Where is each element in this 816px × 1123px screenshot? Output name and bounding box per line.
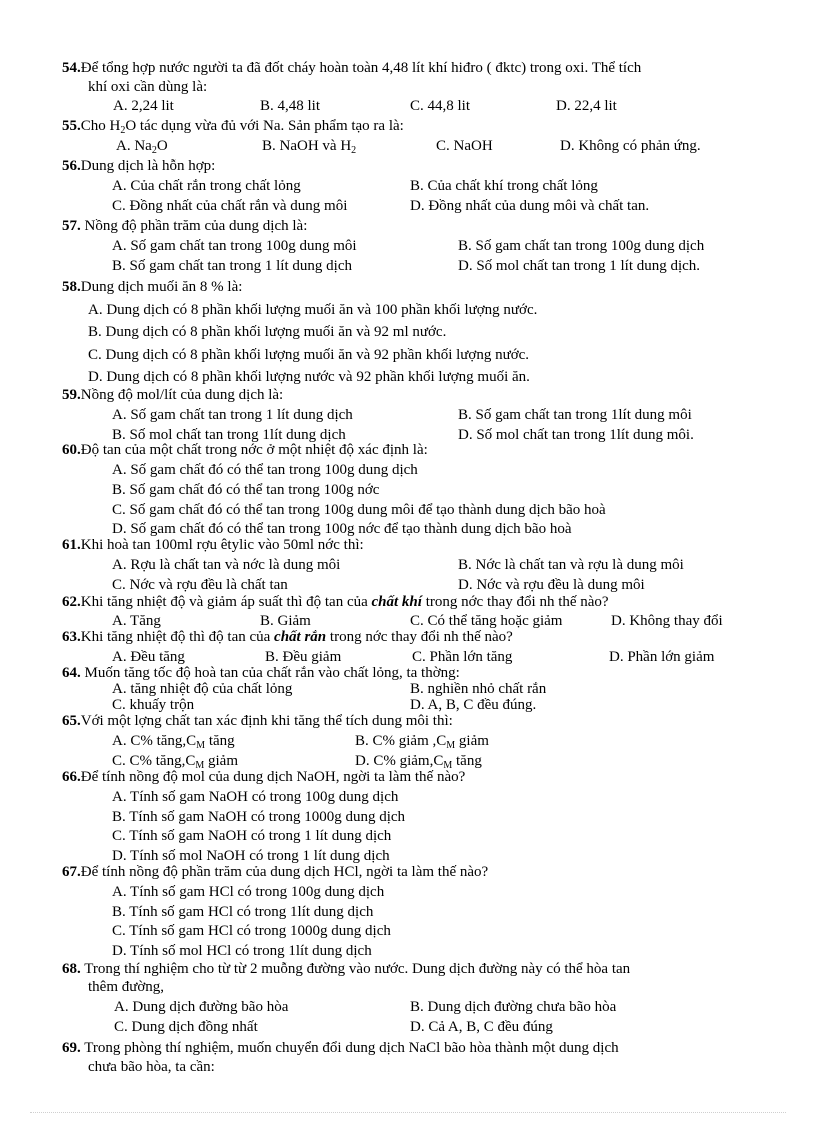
option-55-a: A. $Na_2O$ bbox=[116, 138, 168, 156]
option-62-d: D. Không thay đổi bbox=[611, 613, 723, 629]
option-60-d: D. Số gam chất đó có thể tan trong 100g nớc để tạo thành dung dịch bão hoà bbox=[112, 521, 572, 537]
option-62-c: C. Có thể tăng hoặc giảm bbox=[410, 613, 563, 629]
option-60-a: A. Số gam chất đó có thể tan trong 100g dung dịch bbox=[112, 462, 418, 478]
option-68-a: A. Dung dịch đường bão hòa bbox=[114, 999, 289, 1015]
option-61-a: A. Rợu là chất tan và nớc là dung môi bbox=[112, 557, 341, 573]
option-55-b: B. NaOH và $H_2$ bbox=[262, 138, 357, 156]
option-63-c: C. Phần lớn tăng bbox=[412, 649, 513, 665]
option-65-c: C. C% $tăng,C_M$ giảm bbox=[112, 753, 238, 771]
question-58-stem: 58.Dung dịch muối ăn 8 % là: bbox=[62, 279, 243, 295]
option-60-b: B. Số gam chất đó có thể tan trong 100g nớc bbox=[112, 482, 380, 498]
option-63-a: A. Đều tăng bbox=[112, 649, 185, 665]
option-58-b: B. Dung dịch có 8 phần khối lượng muối ăn và 92 ml nước. bbox=[88, 324, 447, 340]
option-59-c: B. Số mol chất tan trong 1lít dung dịch bbox=[112, 427, 346, 443]
option-62-b: B. Giảm bbox=[260, 613, 311, 629]
option-55-d: D. Không có phản ứng. bbox=[560, 138, 701, 154]
option-63-d: D. Phần lớn giảm bbox=[609, 649, 715, 665]
option-66-a: A. Tính số gam NaOH có trong 100g dung dịch bbox=[112, 789, 399, 805]
option-68-b: B. Dung dịch đường chưa bão hòa bbox=[410, 999, 617, 1015]
question-54-stem-cont: khí oxi cần dùng là: bbox=[88, 79, 208, 95]
option-67-b: B. Tính số gam HCl có trong 1lít dung dịch bbox=[112, 904, 374, 920]
option-56-c: C. Đồng nhất của chất rắn và dung môi bbox=[112, 198, 348, 214]
option-64-b: B. nghiền nhỏ chất rắn bbox=[410, 681, 547, 697]
question-68-stem: 68. Trong thí nghiệm cho từ từ 2 muỗng đường vào nước. Dung dịch đường này có thể hòa tan bbox=[62, 961, 631, 977]
question-62-stem: 62.Khi tăng nhiệt độ và giảm áp suất thì độ tan của chất khí trong nớc thay đổi nh thế nào? bbox=[62, 594, 609, 610]
option-56-d: D. Đồng nhất của dung môi và chất tan. bbox=[410, 198, 650, 214]
question-60-stem: 60.Độ tan của một chất trong nớc ở một nhiệt độ xác định là: bbox=[62, 442, 428, 458]
question-69-stem: 69. Trong phòng thí nghiệm, muốn chuyển đổi dung dịch NaCl bão hòa thành một dung dịch bbox=[62, 1040, 619, 1056]
option-59-b: B. Số gam chất tan trong 1lít dung môi bbox=[458, 407, 692, 423]
option-60-c: C. Số gam chất đó có thể tan trong 100g dung môi để tạo thành dung dịch bão hoà bbox=[112, 502, 606, 518]
option-57-b: B. Số gam chất tan trong 100g dung dịch bbox=[458, 238, 705, 254]
question-57-stem: 57. Nồng độ phần trăm của dung dịch là: bbox=[62, 218, 308, 234]
option-55-c: C. NaOH bbox=[436, 138, 493, 154]
option-68-c: C. Dung dịch đồng nhất bbox=[114, 1019, 258, 1035]
option-61-c: C. Nớc và rợu đều là chất tan bbox=[112, 577, 288, 593]
option-64-c: C. khuấy trộn bbox=[112, 697, 195, 713]
option-61-d: D. Nớc và rợu đều là dung môi bbox=[458, 577, 645, 593]
option-67-a: A. Tính số gam HCl có trong 100g dung dịch bbox=[112, 884, 385, 900]
option-56-a: A. Của chất rắn trong chất lỏng bbox=[112, 178, 301, 194]
question-54-stem: 54.Để tổng hợp nước người ta đã đốt cháy hoàn toàn 4,48 lít khí hiđro ( đktc) trong oxi. Thể tích bbox=[62, 60, 642, 76]
question-55-stem: 55.Cho $H_2O$ tác dụng vừa đủ với Na. Sản phẩm tạo ra là: bbox=[62, 118, 404, 136]
option-68-d: D. Cả A, B, C đều đúng bbox=[410, 1019, 553, 1035]
question-63-stem: 63.Khi tăng nhiệt độ thì độ tan của chất rắn trong nớc thay đổi nh thế nào? bbox=[62, 629, 513, 645]
option-59-d: D. Số mol chất tan trong 1lít dung môi. bbox=[458, 427, 694, 443]
option-56-b: B. Của chất khí trong chất lỏng bbox=[410, 178, 598, 194]
option-63-b: B. Đều giảm bbox=[265, 649, 342, 665]
question-59-stem: 59.Nồng độ mol/lít của dung dịch là: bbox=[62, 387, 284, 403]
option-67-c: C. Tính số gam HCl có trong 1000g dung dịch bbox=[112, 923, 391, 939]
option-64-d: D. A, B, C đều đúng. bbox=[410, 697, 537, 713]
option-65-d: D. C% $giảm,C_M$ tăng bbox=[355, 753, 482, 771]
question-67-stem: 67.Để tính nồng độ phần trăm của dung dịch HCl, ngời ta làm thế nào? bbox=[62, 864, 489, 880]
question-69-stem-cont: chưa bão hòa, ta cần: bbox=[88, 1059, 215, 1075]
option-58-c: C. Dung dịch có 8 phần khối lượng muối ăn và 92 phần khối lượng nước. bbox=[88, 347, 530, 363]
option-61-b: B. Nớc là chất tan và rợu là dung môi bbox=[458, 557, 684, 573]
option-57-a: A. Số gam chất tan trong 100g dung môi bbox=[112, 238, 357, 254]
option-57-d: D. Số mol chất tan trong 1 lít dung dịch. bbox=[458, 258, 701, 274]
option-58-d: D. Dung dịch có 8 phần khối lượng nước và 92 phần khối lượng muối ăn. bbox=[88, 369, 530, 385]
option-58-a: A. Dung dịch có 8 phần khối lượng muối ăn và 100 phần khối lượng nước. bbox=[88, 302, 538, 318]
question-65-stem: 65.Với một lợng chất tan xác định khi tăng thể tích dung môi thì: bbox=[62, 713, 453, 729]
option-66-d: D. Tính số mol NaOH có trong 1 lít dung dịch bbox=[112, 848, 390, 864]
option-64-a: A. tăng nhiệt độ của chất lỏng bbox=[112, 681, 293, 697]
option-65-a: A. C% $tăng,C_M$ tăng bbox=[112, 733, 235, 751]
option-62-a: A. Tăng bbox=[112, 613, 161, 629]
option-65-b: B. C% giảm $,C_M$ giảm bbox=[355, 733, 489, 751]
option-54-a: A. 2,24 lit bbox=[113, 98, 174, 114]
option-66-c: C. Tính số gam NaOH có trong 1 lít dung dịch bbox=[112, 828, 392, 844]
option-57-c: B. Số gam chất tan trong 1 lít dung dịch bbox=[112, 258, 352, 274]
option-54-c: C. 44,8 lit bbox=[410, 98, 471, 114]
option-54-b: B. 4,48 lit bbox=[260, 98, 321, 114]
page-bottom-divider bbox=[30, 1112, 786, 1113]
question-68-stem-cont: thêm đường, bbox=[88, 979, 165, 995]
question-64-stem: 64. Muốn tăng tốc độ hoà tan của chất rắn vào chất lỏng, ta thờng: bbox=[62, 665, 460, 681]
option-67-d: D. Tính số mol HCl có trong 1lít dung dịch bbox=[112, 943, 372, 959]
question-61-stem: 61.Khi hoà tan 100ml rợu êtylic vào 50ml nớc thì: bbox=[62, 537, 364, 553]
option-66-b: B. Tính số gam NaOH có trong 1000g dung dịch bbox=[112, 809, 406, 825]
question-56-stem: 56.Dung dịch là hỗn hợp: bbox=[62, 158, 216, 174]
option-54-d: D. 22,4 lit bbox=[556, 98, 617, 114]
question-66-stem: 66.Để tính nồng độ mol của dung dịch NaOH, ngời ta làm thế nào? bbox=[62, 769, 466, 785]
option-59-a: A. Số gam chất tan trong 1 lít dung dịch bbox=[112, 407, 353, 423]
